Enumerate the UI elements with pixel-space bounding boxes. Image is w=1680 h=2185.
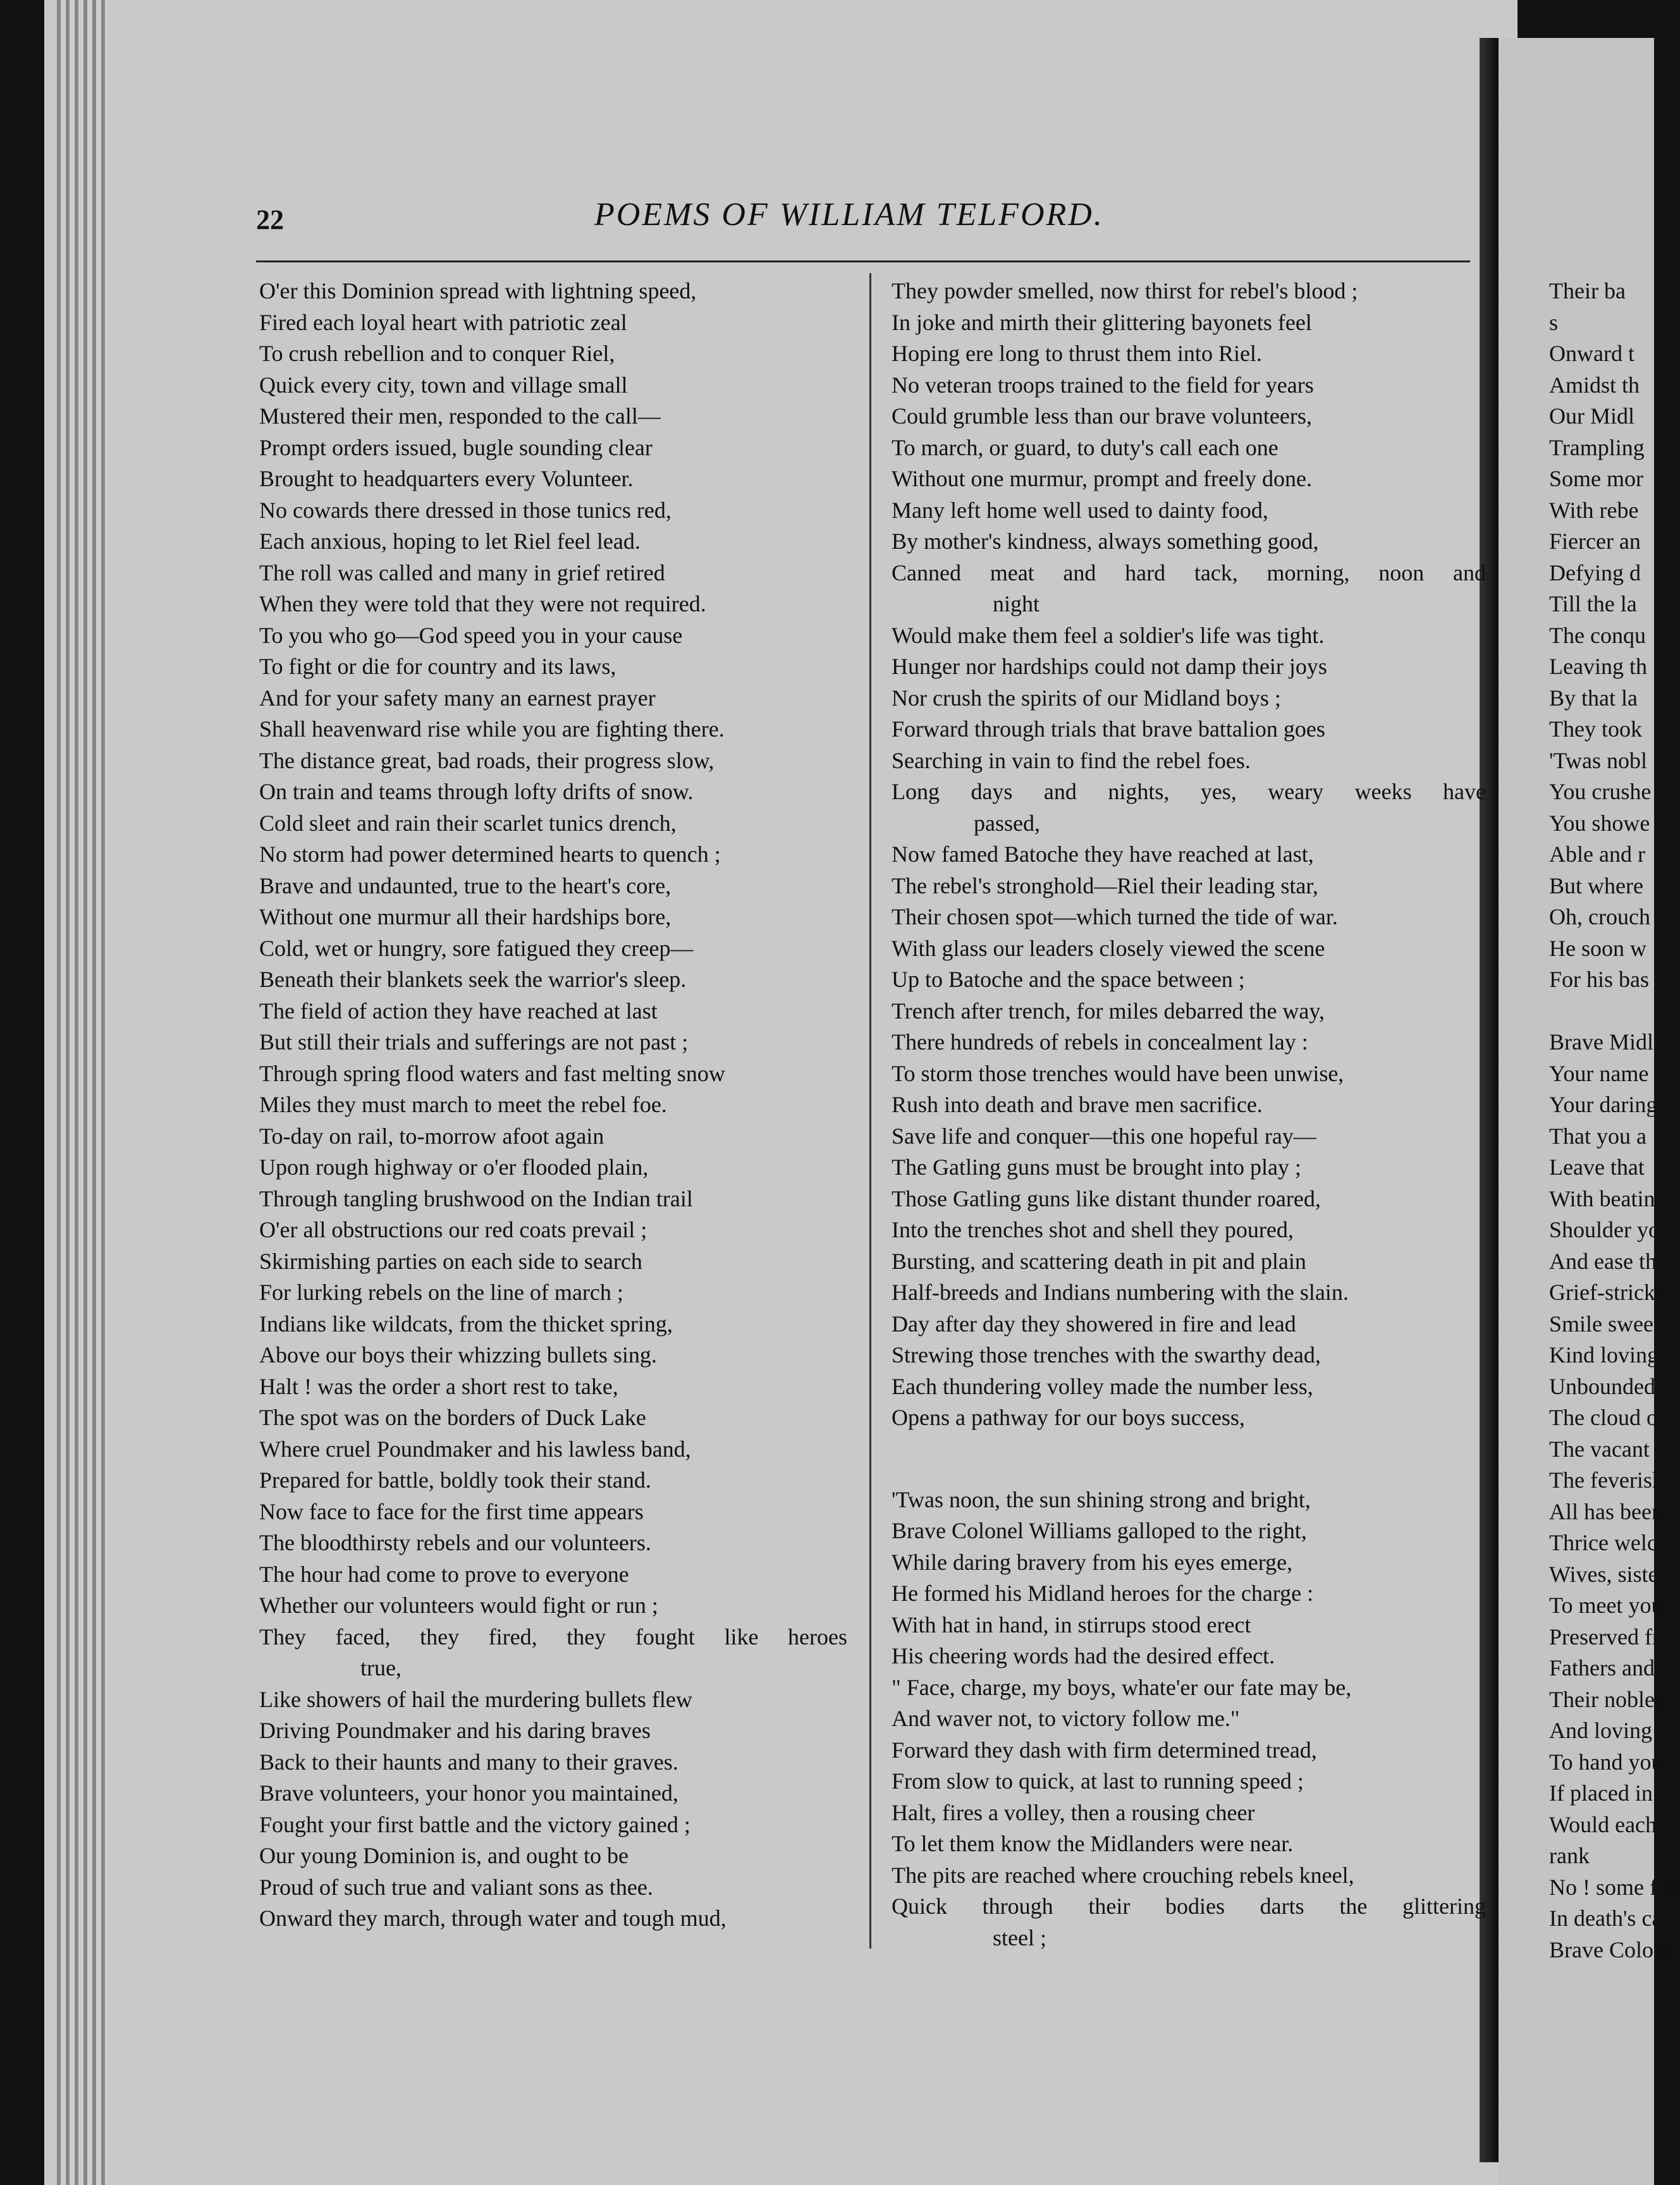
poem-line: Upon rough highway or o'er flooded plain,: [259, 1154, 649, 1180]
facing-page-line: With beatin: [1549, 1185, 1655, 1211]
facing-page-line: All has been: [1549, 1498, 1663, 1524]
facing-page-line: Your daring: [1549, 1092, 1658, 1117]
poem-line: Hoping ere long to thrust them into Riel.: [892, 341, 1262, 366]
poem-line: Cold, wet or hungry, sore fatigued they creep—: [259, 935, 694, 961]
facing-page-line: rank: [1549, 1843, 1590, 1868]
facing-page-line: For his bas: [1549, 967, 1650, 992]
facing-page-text: [1549, 276, 1680, 1966]
facing-page-line: That you a: [1549, 1123, 1646, 1149]
facing-page-line: And loving f: [1549, 1718, 1665, 1743]
poem-line: On train and teams through lofty drifts of snow.: [259, 779, 694, 804]
poem-line: Our young Dominion is, and ought to be: [259, 1843, 628, 1868]
page-edge-lines: [57, 0, 107, 2185]
column-divider: [869, 273, 871, 1949]
header-rule: [256, 260, 1470, 262]
poem-line: No veteran troops trained to the field for years: [892, 372, 1314, 398]
poem-line: Strewing those trenches with the swarthy dead,: [892, 1342, 1321, 1368]
facing-page-line: The vacant: [1549, 1436, 1650, 1462]
poem-line: Through spring flood waters and fast melting snow: [259, 1060, 725, 1086]
poem-line: While daring bravery from his eyes emerge,: [892, 1549, 1293, 1575]
poem-line: Through tangling brushwood on the Indian trail: [259, 1185, 693, 1211]
poem-line: Skirmishing parties on each side to search: [259, 1248, 642, 1274]
poem-line: Mustered their men, responded to the call—: [259, 403, 661, 429]
facing-page-line: You showe: [1549, 810, 1650, 836]
poem-line: Back to their haunts and many to their graves.: [259, 1749, 678, 1775]
poem-line: Halt, fires a volley, then a rousing cheer: [892, 1799, 1255, 1825]
poem-line: Above our boys their whizzing bullets sing.: [259, 1342, 657, 1368]
poem-line: Their chosen spot—which turned the tide of war.: [892, 904, 1338, 929]
poem-line: To march, or guard, to duty's call each one: [892, 434, 1278, 460]
poem-line: No cowards there dressed in those tunics red,: [259, 497, 671, 523]
poem-line: Now face to face for the first time appears: [259, 1498, 644, 1524]
poem-line: His cheering words had the desired effect.: [892, 1643, 1275, 1668]
poem-line: Brave volunteers, your honor you maintained,: [259, 1780, 678, 1806]
poem-line: The field of action they have reached at last: [259, 998, 658, 1024]
poem-line: And waver not, to victory follow me.": [892, 1706, 1240, 1731]
poem-line: " Face, charge, my boys, whate'er our fate may be,: [892, 1674, 1352, 1700]
poem-line: Proud of such true and valiant sons as thee.: [259, 1874, 653, 1900]
poem-line: The hour had come to prove to everyone: [259, 1561, 629, 1587]
poem-line: Canned meat and hard tack, morning, noon and: [892, 560, 1486, 585]
facing-page-line: But where: [1549, 872, 1643, 898]
poem-line: O'er this Dominion spread with lightning speed,: [259, 278, 697, 303]
poem-line: Save life and conquer—this one hopeful ray—: [892, 1123, 1316, 1149]
poem-line: With hat in hand, in stirrups stood erect: [892, 1612, 1251, 1637]
poem-line: The pits are reached where crouching rebels kneel,: [892, 1862, 1354, 1888]
poem-line: Half-breeds and Indians numbering with the slain.: [892, 1280, 1349, 1305]
facing-page-line: He soon w: [1549, 935, 1646, 961]
facing-page-line: No ! some fou: [1549, 1874, 1680, 1900]
poem-line: Miles they must march to meet the rebel foe.: [259, 1092, 667, 1117]
page-number: 22: [256, 204, 284, 235]
poem-line: To-day on rail, to-morrow afoot again: [259, 1123, 604, 1149]
facing-page-line: The cloud o: [1549, 1405, 1658, 1430]
facing-page-line: Kind loving: [1549, 1342, 1659, 1368]
poem-line: [892, 1434, 1486, 1484]
poem-line: Forward they dash with firm determined tread,: [892, 1737, 1317, 1763]
poem-line: Long days and nights, yes, weary weeks have: [892, 779, 1486, 804]
facing-page-line: The feverish: [1549, 1467, 1664, 1493]
facing-page-line: If placed in: [1549, 1780, 1653, 1806]
facing-page-line: Your name: [1549, 1060, 1649, 1086]
poem-line: By mother's kindness, always something good,: [892, 529, 1319, 554]
poem-line: Brave Colonel Williams galloped to the right,: [892, 1518, 1307, 1543]
poem-line: O'er all obstructions our red coats prevail ;: [259, 1217, 647, 1242]
facing-page-line: To meet you: [1549, 1593, 1663, 1618]
facing-page-line: s: [1549, 309, 1559, 335]
facing-page-line: Fathers and: [1549, 1655, 1655, 1680]
poem-line: Searching in vain to find the rebel foes.: [892, 747, 1251, 773]
poem-line: The Gatling guns must be brought into play ;: [892, 1154, 1301, 1180]
poem-line: Hunger nor hardships could not damp their joys: [892, 654, 1327, 679]
running-title: POEMS OF WILLIAM TELFORD.: [594, 197, 1104, 233]
facing-page-line: Onward t: [1549, 341, 1634, 366]
poem-line: Forward through trials that brave battalion goes: [892, 716, 1325, 742]
facing-page-line: Able and r: [1549, 842, 1645, 867]
poem-line: And for your safety many an earnest prayer: [259, 685, 656, 711]
poem-line: Whether our volunteers would fight or run ;: [259, 1593, 658, 1618]
facing-page-line: Fiercer an: [1549, 529, 1641, 554]
poem-line: Cold sleet and rain their scarlet tunics drench,: [259, 810, 677, 836]
poem-line: He formed his Midland heroes for the charge :: [892, 1581, 1314, 1606]
poem-line: The distance great, bad roads, their progress slow,: [259, 747, 714, 773]
poem-line: There hundreds of rebels in concealment lay :: [892, 1029, 1308, 1055]
poem-line: The roll was called and many in grief retired: [259, 560, 665, 585]
poem-line: Many left home well used to dainty food,: [892, 497, 1268, 523]
poem-line: Where cruel Poundmaker and his lawless band,: [259, 1436, 691, 1462]
poem-line: Quick every city, town and village small: [259, 372, 628, 398]
poem-line: Shall heavenward rise while you are fighting there.: [259, 716, 725, 742]
poem-line: To fight or die for country and its laws,: [259, 654, 616, 679]
facing-page-line: Wives, siste: [1549, 1561, 1659, 1587]
poem-line: Into the trenches shot and shell they poured,: [892, 1217, 1294, 1242]
poem-line: Bursting, and scattering death in pit and plain: [892, 1248, 1306, 1274]
facing-page-line: Thrice welc: [1549, 1530, 1657, 1555]
facing-page-line: Grief-stricke: [1549, 1280, 1665, 1305]
facing-page-line: Trampling: [1549, 434, 1645, 460]
poem-line: Each anxious, hoping to let Riel feel lead.: [259, 529, 641, 554]
facing-page-line: Brave Midl: [1549, 1029, 1653, 1055]
facing-page-line: 'Twas nobl: [1549, 747, 1647, 773]
facing-page-line: Unbounded: [1549, 1373, 1655, 1399]
poem-line: passed,: [974, 810, 1040, 836]
facing-page-line: Amidst th: [1549, 372, 1640, 398]
poem-line: The bloodthirsty rebels and our volunteers.: [259, 1530, 651, 1555]
facing-page-line: Would each: [1549, 1811, 1657, 1837]
poem-line: Prepared for battle, boldly took their stand.: [259, 1467, 651, 1493]
facing-page-line: You crushe: [1549, 779, 1652, 804]
poem-line: But still their trials and sufferings are not past ;: [259, 1029, 689, 1055]
facing-page-line: Smile sweet: [1549, 1311, 1660, 1337]
facing-page-line: The conqu: [1549, 622, 1646, 648]
poem-line: To storm those trenches would have been unwise,: [892, 1060, 1344, 1086]
poem-line: steel ;: [993, 1925, 1046, 1950]
poem-line: Could grumble less than our brave volunteers,: [892, 403, 1312, 429]
poem-line: Halt ! was the order a short rest to take,: [259, 1373, 618, 1399]
facing-page-line: By that la: [1549, 685, 1638, 711]
poem-line: No storm had power determined hearts to quench ;: [259, 842, 721, 867]
poem-line: Fought your first battle and the victory gained ;: [259, 1811, 690, 1837]
facing-page-line: With rebe: [1549, 497, 1639, 523]
facing-page-line: Shoulder yo: [1549, 1217, 1660, 1242]
poem-line: Opens a pathway for our boys success,: [892, 1405, 1245, 1430]
facing-page-line: Preserved fr: [1549, 1624, 1660, 1649]
poem-line: To crush rebellion and to conquer Riel,: [259, 341, 615, 366]
poem-line: Without one murmur, prompt and freely done.: [892, 466, 1312, 491]
poem-line: When they were told that they were not required.: [259, 591, 706, 616]
facing-page-line: Some mor: [1549, 466, 1643, 491]
poem-line: Without one murmur all their hardships bore,: [259, 904, 671, 929]
poem-line: Like showers of hail the murdering bullets flew: [259, 1686, 692, 1712]
facing-page-line: To hand you: [1549, 1749, 1663, 1775]
facing-page-line: Till the la: [1549, 591, 1637, 616]
poem-line: The rebel's stronghold—Riel their leading star,: [892, 872, 1318, 898]
poem-line: Fired each loyal heart with patriotic zeal: [259, 309, 627, 335]
facing-page-line: And ease th: [1549, 1248, 1657, 1274]
facing-page-line: Our Midl: [1549, 403, 1634, 429]
poem-line: Up to Batoche and the space between ;: [892, 967, 1245, 992]
poem-line: For lurking rebels on the line of march ;: [259, 1280, 623, 1305]
poem-line: Prompt orders issued, bugle sounding clear: [259, 434, 653, 460]
poem-line: Each thundering volley made the number less,: [892, 1373, 1313, 1399]
poem-line: The spot was on the borders of Duck Lake: [259, 1405, 646, 1430]
poem-line: Beneath their blankets seek the warrior's sleep.: [259, 967, 687, 992]
poem-line: Would make them feel a soldier's life was tight.: [892, 622, 1325, 648]
poem-line: Nor crush the spirits of our Midland boys ;: [892, 685, 1281, 711]
facing-page-line: In death's cal: [1549, 1906, 1669, 1931]
poem-line: Indians like wildcats, from the thicket spring,: [259, 1311, 673, 1337]
poem-line: Quick through their bodies darts the glittering: [892, 1894, 1486, 1919]
poem-column-left: [259, 276, 847, 1935]
poem-line: Brought to headquarters every Volunteer.: [259, 466, 634, 491]
poem-line: In joke and mirth their glittering bayonets feel: [892, 309, 1312, 335]
poem-line: 'Twas noon, the sun shining strong and bright,: [892, 1486, 1311, 1512]
facing-page-line: Leaving th: [1549, 654, 1647, 679]
poem-line: Driving Poundmaker and his daring braves: [259, 1718, 651, 1743]
poem-column-right: [892, 276, 1486, 1954]
poem-line: Trench after trench, for miles debarred the way,: [892, 998, 1325, 1024]
facing-page-line: Their ba: [1549, 278, 1626, 303]
facing-page-line: Leave that: [1549, 1154, 1645, 1180]
poem-line: Those Gatling guns like distant thunder roared,: [892, 1185, 1321, 1211]
poem-line: With glass our leaders closely viewed the scene: [892, 935, 1325, 961]
poem-line: They faced, they fired, they fought like heroes: [259, 1624, 847, 1649]
facing-page-line: Brave Colone: [1549, 1937, 1675, 1962]
poem-line: Now famed Batoche they have reached at last,: [892, 842, 1314, 867]
poem-line: true,: [360, 1655, 402, 1680]
facing-page-line: Their nobles: [1549, 1686, 1664, 1712]
poem-line: Brave and undaunted, true to the heart's core,: [259, 872, 671, 898]
poem-line: Rush into death and brave men sacrifice.: [892, 1092, 1263, 1117]
facing-page-line: [1549, 996, 1676, 1027]
facing-page-line: They took: [1549, 716, 1642, 742]
poem-line: night: [993, 591, 1040, 616]
poem-line: From slow to quick, at last to running speed ;: [892, 1768, 1304, 1794]
poem-line: Day after day they showered in fire and lead: [892, 1311, 1296, 1337]
poem-line: They powder smelled, now thirst for rebel's blood ;: [892, 278, 1358, 303]
poem-line: To let them know the Midlanders were near.: [892, 1831, 1294, 1856]
facing-page-line: Defying d: [1549, 560, 1641, 585]
facing-page-line: Oh, crouch: [1549, 904, 1650, 929]
poem-line: Onward they march, through water and tough mud,: [259, 1906, 727, 1931]
poem-line: To you who go—God speed you in your cause: [259, 622, 683, 648]
